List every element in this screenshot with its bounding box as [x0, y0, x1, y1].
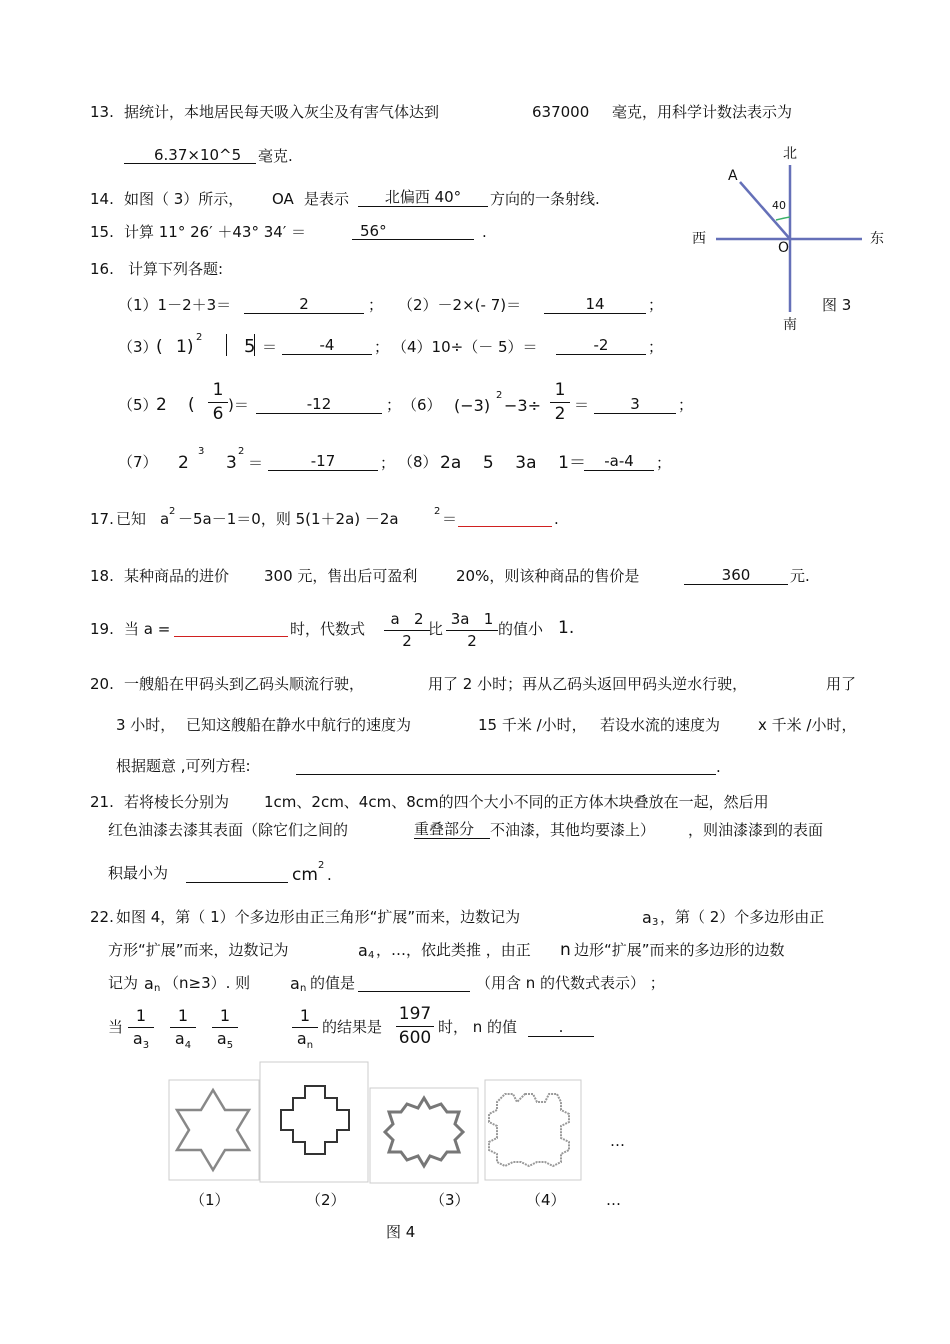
- fig4-shape-4: [489, 1094, 569, 1166]
- q13-number: 13.: [90, 103, 114, 121]
- q18-price: 300 元，售出后可盈利: [264, 567, 418, 585]
- fig3-south: 南: [783, 317, 797, 333]
- fraction-bar: [446, 630, 498, 631]
- q16-p2-answer: 14: [544, 297, 646, 314]
- q22-frac-numerator: 1: [135, 1006, 147, 1025]
- q16-semi: ；: [368, 296, 384, 314]
- q17-text: 已知: [116, 510, 147, 528]
- q17-exp2: 2: [434, 506, 441, 517]
- q22-a4-sub: 4: [368, 950, 375, 961]
- q16-semi: ；: [380, 454, 396, 472]
- q22-line3b: （n≥3）. 则: [164, 974, 251, 992]
- q18-answer: 360: [684, 568, 788, 585]
- q22-frac-numerator: 1: [177, 1006, 189, 1025]
- q22-a4: a: [358, 941, 368, 960]
- q14-oa: OA: [272, 190, 294, 208]
- q21-line1: 若将棱长分别为: [124, 793, 230, 811]
- angle-arc: [776, 217, 790, 220]
- fig3-caption: 图 3: [822, 296, 852, 314]
- fig3-point-a: A: [728, 168, 738, 184]
- q21-sizes: 1cm、2cm、4cm、8cm的四个大小不同的正方体木块叠放在一起，然后用: [264, 793, 769, 811]
- q16-p8-label: （8）: [398, 453, 438, 471]
- q19-fraction-1: [384, 612, 430, 649]
- fig4-ellipsis-bottom: …: [606, 1191, 621, 1209]
- q16-p3-exp: 2: [196, 332, 203, 343]
- q21-line2d: ，则油漆漆到的表面: [688, 821, 824, 839]
- q14-answer: 北偏西 40°: [358, 190, 488, 207]
- q16-p7-eq: ＝: [248, 454, 264, 472]
- q16-p8-expr: 2a 5 3a 1＝: [440, 453, 586, 473]
- fig4-shape-2: [281, 1086, 349, 1154]
- q16-p7-a: 2: [178, 453, 189, 473]
- q15-end: .: [482, 223, 487, 241]
- q21-line3: 积最小为: [108, 864, 169, 882]
- q20-end: .: [716, 758, 721, 776]
- fig4-ellipsis-top: …: [610, 1132, 625, 1150]
- q19-text-c: 的值小: [498, 620, 544, 638]
- fig4-frame-1: [169, 1080, 259, 1180]
- q16-p3-answer: -4: [282, 338, 372, 355]
- q13-unit: 毫克.: [258, 147, 293, 165]
- q20-line1a: 一艘船在甲码头到乙码头顺流行驶，: [124, 675, 365, 693]
- q22-frac-denominator: [212, 1031, 238, 1051]
- q17-a: a: [160, 510, 170, 528]
- q16-p6-numerator: 1: [554, 380, 566, 400]
- q16-title: 计算下列各题:: [128, 260, 224, 278]
- q17-text-b: －5a－1＝0，则 5(1＋2a) －2a: [178, 510, 399, 528]
- q18-text: 某种商品的进价: [124, 567, 230, 585]
- q18-unit: 元.: [790, 567, 810, 585]
- q22-denom-a: a: [132, 1029, 143, 1048]
- q16-p6-eq: ＝: [574, 396, 590, 414]
- figure-4-polygons: [165, 1058, 595, 1188]
- q22-line3c: 的值是: [310, 974, 356, 992]
- q19-f2-numerator: 3a 1: [450, 610, 494, 628]
- q16-p5-numerator: 1: [212, 380, 224, 400]
- fig4-label-3: （3）: [430, 1191, 470, 1209]
- q16-semi: ；: [374, 338, 390, 356]
- q19-text-b: 时，代数式: [290, 620, 366, 638]
- q18-number: 18.: [90, 567, 114, 585]
- q21-answer-blank[interactable]: [186, 866, 288, 883]
- fraction-bar: [396, 1026, 434, 1027]
- q22-an-sub: n: [154, 983, 161, 994]
- q22-line2a: 方形“扩展”而来，边数记为: [108, 941, 289, 959]
- q20-line1b: 用了 2 小时；再从乙码头返回甲码头逆水行驶，: [428, 675, 748, 693]
- q16-p6-fraction: [550, 382, 570, 423]
- q16-p5-two: 2: [156, 395, 167, 415]
- q15-answer: 56°: [352, 224, 474, 240]
- q20-line2a: 3 小时，: [116, 716, 176, 734]
- q13-answer: 6.37×10^5: [124, 148, 256, 164]
- q22-a3: a: [642, 908, 652, 927]
- q20-line2b: 已知这艘船在静水中航行的速度为: [186, 716, 412, 734]
- q21-line2b: 重叠部分: [414, 822, 490, 839]
- q19-answer-blank[interactable]: [174, 620, 288, 637]
- q16-p3-one: 1): [176, 337, 194, 357]
- q14-text-c: 方向的一条射线.: [490, 190, 600, 208]
- q17-end: .: [554, 510, 559, 528]
- q22-line2b: ，…，依此类推 ，由正: [376, 941, 531, 959]
- q16-p3-eq: ＝: [262, 338, 278, 356]
- q16-p7-label: （7）: [118, 453, 158, 471]
- q16-p5-label: （5）: [118, 396, 158, 414]
- q22-line3d: （用含 n 的代数式表示） ；: [476, 974, 665, 992]
- q19-f1-denominator: 2: [402, 632, 412, 650]
- fig3-east: 东: [870, 231, 884, 247]
- q16-p6-label: （6）: [402, 396, 442, 414]
- q17-number: 17.: [90, 510, 114, 528]
- q22-result-numerator: 197: [398, 1004, 432, 1024]
- q22-frac-numerator: 1: [299, 1006, 311, 1025]
- q16-semi: ；: [648, 338, 664, 356]
- q16-p5-close: )＝: [228, 396, 249, 414]
- fig4-label-1: （1）: [190, 1191, 230, 1209]
- q22-n: n: [560, 940, 571, 960]
- q16-semi: ；: [648, 296, 664, 314]
- q16-p5-fraction: [208, 382, 228, 423]
- q20-number: 20.: [90, 675, 114, 693]
- fraction-bar: [550, 402, 570, 403]
- q22-denom-a: a: [296, 1029, 307, 1048]
- q16-p6-div: −3÷: [504, 396, 541, 415]
- fig4-shape-1: [177, 1090, 249, 1170]
- q15-number: 15.: [90, 223, 114, 241]
- q22-answer-blank-2[interactable]: .: [528, 1020, 594, 1037]
- q16-p2-label: （2）－2×(- 7)＝: [398, 296, 522, 314]
- q22-line1a: 如图 4，第（ 1）个多边形由正三角形“扩展”而来，边数记为: [116, 908, 521, 926]
- q22-line3a: 记为: [108, 974, 139, 992]
- q20-line3: 根据题意 ,可列方程:: [116, 757, 251, 775]
- q18-rate: 20%，则该种商品的售价是: [456, 567, 640, 585]
- q20-line1c: 用了: [826, 675, 857, 693]
- q17-exp: 2: [169, 506, 176, 517]
- q16-p6-exp: 2: [496, 390, 503, 401]
- q17-answer-blank[interactable]: [458, 510, 552, 527]
- fig4-label-4: （4）: [526, 1191, 566, 1209]
- q16-number: 16.: [90, 260, 114, 278]
- q22-an: a: [144, 974, 154, 993]
- q19-bi: 比: [428, 620, 444, 638]
- q20-answer-blank[interactable]: [296, 758, 716, 775]
- q16-p7-a-exp: 3: [198, 446, 205, 457]
- q22-denom-a: a: [216, 1029, 227, 1048]
- q16-p6-base: (−3): [454, 396, 491, 415]
- q16-p6-answer: 3: [594, 397, 676, 414]
- q22-an2-sub: n: [300, 983, 307, 994]
- q19-f2-denominator: 2: [467, 632, 477, 650]
- fig4-label-2: （2）: [306, 1191, 346, 1209]
- q22-line4c: 时， n 的值: [438, 1018, 518, 1036]
- q16-p7-answer: -17: [268, 454, 378, 471]
- q22-frac-denominator: [292, 1031, 318, 1051]
- q13-text: 据统计，本地居民每天吸入灰尘及有害气体达到: [124, 103, 440, 121]
- q16-semi: ；: [678, 396, 694, 414]
- q17-eq: ＝: [442, 510, 458, 528]
- q21-end: .: [327, 866, 332, 884]
- q15-text: 计算 11° 26′ ＋43° 34′ ＝: [124, 223, 306, 241]
- q21-number: 21.: [90, 793, 114, 811]
- fig3-point-o: O: [778, 240, 790, 256]
- q16-p4-answer: -2: [556, 338, 646, 355]
- fig4-shape-3: [385, 1098, 463, 1166]
- q22-frac-denominator: [170, 1031, 196, 1051]
- q16-p6-denominator: 2: [554, 404, 566, 424]
- q19-f1-numerator: a 2: [390, 610, 424, 628]
- q14-number: 14.: [90, 190, 114, 208]
- q16-p7-b: 3: [226, 453, 237, 473]
- q22-denom-sub: n: [306, 1040, 314, 1052]
- q22-frac-a5: [212, 1008, 238, 1051]
- fig4-caption: 图 4: [386, 1223, 416, 1241]
- q16-p7-b-exp: 2: [238, 446, 245, 457]
- fraction-bar: [128, 1027, 154, 1028]
- q16-p3-label: （3）: [118, 338, 158, 356]
- q16-p3-paren: (: [156, 337, 163, 357]
- q22-line4a: 当: [108, 1018, 124, 1036]
- q16-p3-five: 5: [244, 336, 256, 357]
- q22-number: 22.: [90, 908, 114, 926]
- fraction-bar: [384, 630, 430, 631]
- q22-denom-a: a: [174, 1029, 185, 1048]
- q22-frac-a4: [170, 1008, 196, 1051]
- q22-line4b: 的结果是: [322, 1018, 383, 1036]
- q22-a3-sub: 3: [652, 917, 659, 928]
- q16-p3-abs-bar: [254, 334, 255, 356]
- q22-frac-numerator: 1: [219, 1006, 231, 1025]
- fig3-angle: 40: [772, 199, 786, 212]
- q22-denom-sub: 3: [142, 1040, 150, 1052]
- q22-denom-sub: 4: [184, 1040, 192, 1052]
- q19-number: 19.: [90, 620, 114, 638]
- q19-text: 当 a =: [124, 620, 171, 638]
- q22-frac-an: [292, 1008, 318, 1051]
- q21-exp: 2: [318, 860, 325, 871]
- q22-denom-sub: 5: [226, 1040, 234, 1052]
- q22-line1b: ，第（ 2）个多边形由正: [660, 908, 825, 926]
- fig3-north: 北: [783, 146, 797, 162]
- q20-line2c: 15 千米 /小时，: [478, 716, 587, 734]
- q16-p3-abs-bar: [226, 334, 227, 356]
- q13-text-b: 毫克，用科学计数法表示为: [612, 103, 793, 121]
- fraction-bar: [212, 1027, 238, 1028]
- q21-line2a: 红色油漆去漆其表面（除它们之间的: [108, 821, 349, 839]
- q21-unit: cm: [292, 865, 318, 885]
- q19-fraction-2: [446, 612, 498, 649]
- fraction-bar: [170, 1027, 196, 1028]
- q16-p5-answer: -12: [256, 397, 382, 414]
- q22-answer-blank-1[interactable]: [358, 975, 470, 992]
- q16-p4-label: （4）10÷（－ 5）＝: [392, 338, 538, 356]
- q22-an2: a: [290, 974, 300, 993]
- q20-line2e: x 千米 /小时，: [758, 716, 857, 734]
- q16-p5-paren: (: [188, 395, 195, 415]
- q16-p8-answer: -a-4: [584, 454, 654, 471]
- q22-result-fraction: [396, 1006, 434, 1047]
- q16-p1-label: （1）1－2＋3＝: [118, 296, 232, 314]
- q16-semi: ；: [386, 396, 402, 414]
- q22-result-denominator: 600: [398, 1028, 432, 1048]
- q21-line2c: 不油漆，其他均要漆上）: [490, 821, 656, 839]
- q20-line2d: 若设水流的速度为: [600, 716, 721, 734]
- fraction-bar: [208, 402, 228, 403]
- q22-frac-denominator: [128, 1031, 154, 1051]
- fig3-west: 西: [692, 231, 706, 247]
- q22-line2c: 边形“扩展”而来的多边形的边数: [574, 941, 785, 959]
- fig4-frame-2: [260, 1062, 368, 1182]
- q14-text-b: 是表示: [304, 190, 350, 208]
- q14-text: 如图（ 3）所示，: [124, 190, 244, 208]
- q16-p1-answer: 2: [244, 297, 364, 314]
- q16-p5-denominator: 6: [212, 404, 224, 424]
- fraction-bar: [292, 1027, 318, 1028]
- q16-semi: ；: [656, 454, 672, 472]
- q13-value: 637000: [532, 103, 590, 121]
- q19-one: 1.: [558, 618, 575, 638]
- q22-frac-a3: [128, 1008, 154, 1051]
